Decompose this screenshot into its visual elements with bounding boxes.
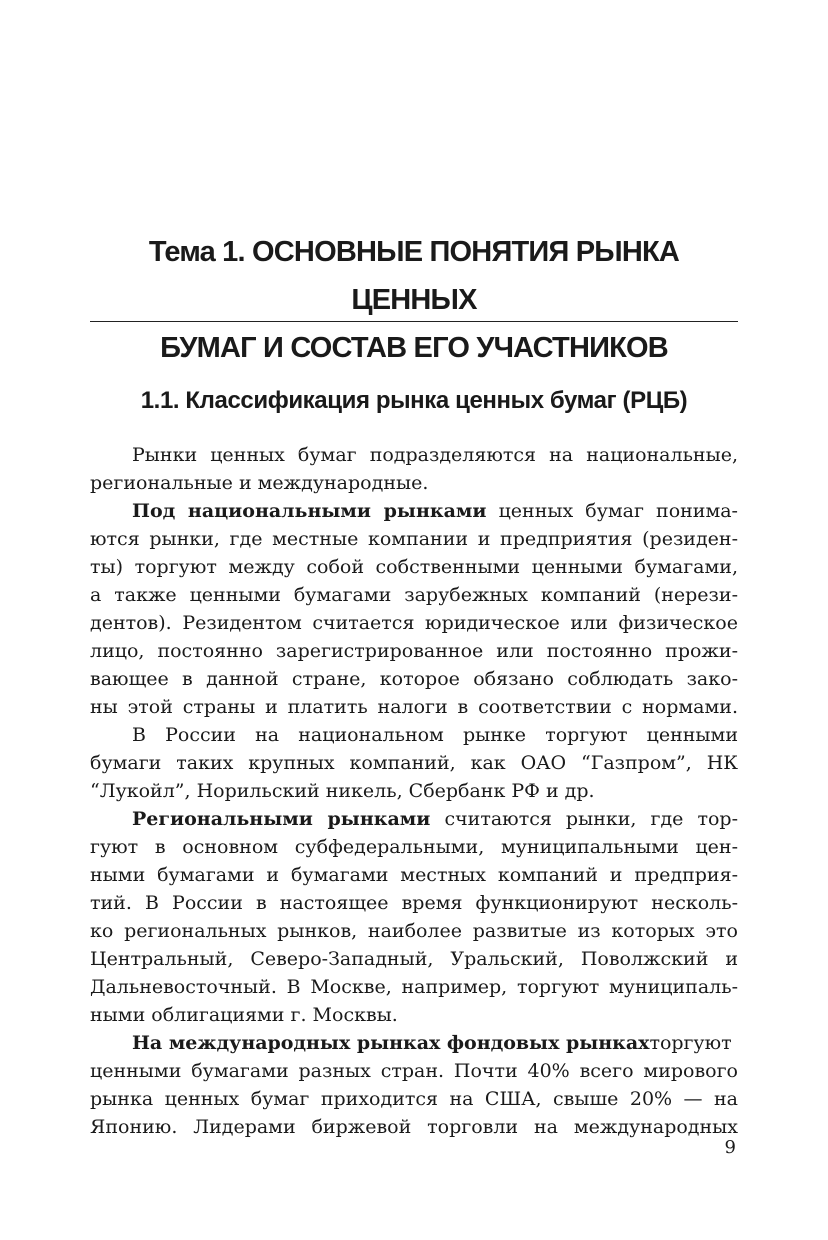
bold-term: Региональными рынками <box>132 808 431 830</box>
text-line: Под национальными рынками ценных бумаг понима- <box>132 500 738 522</box>
text-line: Японию. Лидерами биржевой торговли на международных <box>90 1116 738 1138</box>
body-text <box>90 441 738 1141</box>
paragraph <box>90 1029 738 1141</box>
text-line: лицо, постоянно зарегистрированное или постоянно прожи- <box>90 640 738 662</box>
text-line: дентов). Резидентом считается юридическое или физическое <box>90 612 738 634</box>
text-line: Центральный, Северо-Западный, Уральский, Поволжский и <box>90 948 738 970</box>
text-line: ными бумагами и бумагами местных компаний и предприя- <box>90 864 738 886</box>
text-line: Дальневосточный. В Москве, например, торгуют муниципаль- <box>90 976 738 998</box>
text-line: региональные и международные. <box>90 472 429 494</box>
text-line: тий. В России в настоящее время функционируют несколь- <box>90 892 738 914</box>
text-line: ны этой страны и платить налоги в соответствии с нормами. <box>90 696 738 718</box>
text-line: На международных рынках фондовых рынкахторгуют <box>90 1029 738 1057</box>
paragraph <box>90 497 738 721</box>
section-title: 1.1. Классификация рынка ценных бумаг (РЦБ) <box>140 387 688 414</box>
text-line: ются рынки, где местные компании и предприятия (резиден- <box>90 528 738 550</box>
text-line: ко региональных рынков, наиболее развитые из которых это <box>90 920 738 942</box>
paragraph <box>90 441 738 497</box>
text-line: вающее в данной стране, которое обязано соблюдать зако- <box>90 668 738 690</box>
text-line: гуют в основном субфедеральными, муниципальными цен- <box>90 836 738 858</box>
text-line: ными облигациями г. Москвы. <box>90 1004 398 1026</box>
page-number: 9 <box>724 1137 736 1158</box>
text-line: ты) торгуют между собой собственными ценными бумагами, <box>90 556 738 578</box>
text-line: рынка ценных бумаг приходится на США, свыше 20% — на <box>90 1088 738 1110</box>
text-line: “Лукойл”, Норильский никель, Сбербанк РФ и др. <box>90 780 595 802</box>
text-line: Региональными рынками считаются рынки, где тор- <box>132 808 739 830</box>
title-divider <box>90 321 738 322</box>
paragraph <box>90 721 738 805</box>
bold-term: Под национальными рынками <box>132 500 487 522</box>
chapter-title-line: Тема 1. ОСНОВНЫЕ ПОНЯТИЯ РЫНКА ЦЕННЫХ <box>148 236 680 316</box>
chapter-title-line: БУМАГ И СОСТАВ ЕГО УЧАСТНИКОВ <box>160 332 668 364</box>
bold-term: На международных рынках фондовых рынках <box>132 1032 650 1054</box>
text-line: В России на национальном рынке торгуют ценными <box>132 724 738 746</box>
text-line: а также ценными бумагами зарубежных компаний (нерези- <box>90 584 738 606</box>
text-line: ценными бумагами разных стран. Почти 40% всего мирового <box>90 1060 738 1082</box>
text-line: Рынки ценных бумаг подразделяются на национальные, <box>132 444 738 466</box>
text-line: бумаги таких крупных компаний, как ОАО “Газпром”, НК <box>90 752 738 774</box>
paragraph <box>90 805 738 1029</box>
chapter-title <box>90 228 738 372</box>
